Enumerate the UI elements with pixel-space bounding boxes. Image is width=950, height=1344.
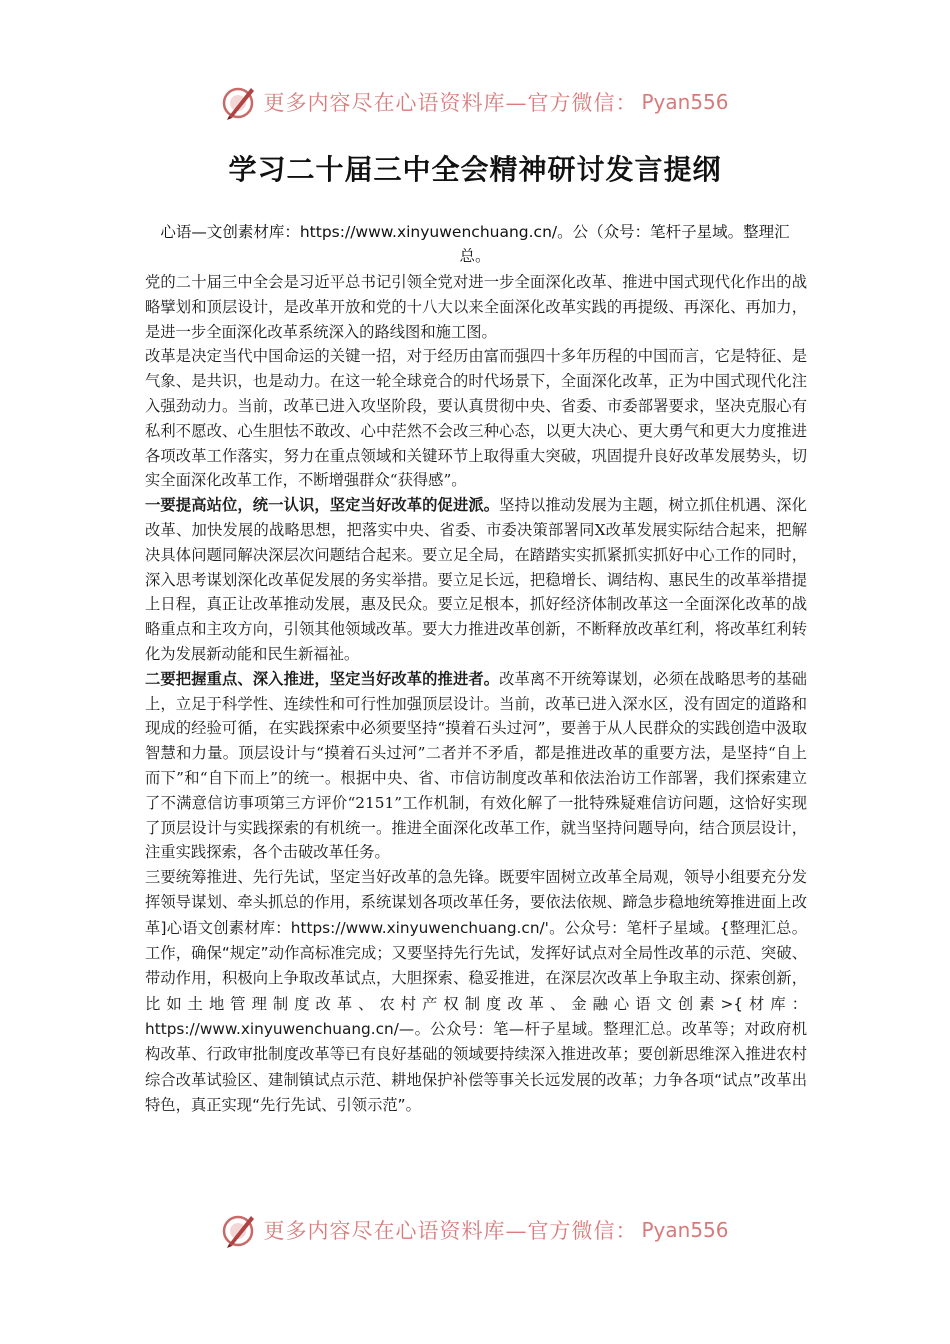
header-banner xyxy=(0,82,950,122)
document-title: 学习二十届三中全会精神研讨发言提纲 xyxy=(228,153,722,186)
paragraph xyxy=(145,344,807,493)
paragraph-text: 改革是决定当代中国命运的关键一招，对于经历由富而强四十多年历程的中国而言，它是特征、是气象、是共识，也是动力。在这一轮全球竞合的时代场景下，全面深化改革，正为中国式现代化注入强劲动力。当前，改革已进入攻坚阶段，要认真贯彻中央、省委、市委部署要求，坚决克服心有私利不愿改、心生胆怯不敢改、心中茫然不会改三种心态，以更大决心、更大勇气和更大力度推进各项改革工作落实，努力在重点领域和关键环节上取得重大突破，巩固提升良好改革发展势头，切实全面深化改革工作，不断增强群众“获得感”。 xyxy=(145,347,807,490)
paragraph xyxy=(145,865,807,1118)
pen-logo-icon xyxy=(221,1212,257,1248)
paragraph-lead: 一要提高站位，统一认识，坚定当好改革的促进派。 xyxy=(145,496,500,515)
paragraph xyxy=(145,270,807,344)
footer-banner xyxy=(0,1210,950,1250)
banner-text: 更多内容尽在心语资料库—官方微信： xyxy=(263,1219,638,1243)
banner-wechat-id: Pyan556 xyxy=(641,1218,729,1242)
document-body xyxy=(145,270,807,1118)
paragraph-text: 坚持以推动发展为主题，树立抓住机遇、深化改革、加快发展的战略思想，把落实中央、省委、市委决策部署同X改革发展实际结合起来，把解决具体问题同解决深层次问题结合起来。要立足全局，在踏踏实实抓紧抓实抓好中心工作的同时，深入思考谋划深化改革促发展的务实举措。要立足长远，把稳增长、调结构、惠民生的改革举措提上日程，真正让改革推动发展，惠及民众。要立足根本，抓好经济体制改革这一全面深化改革的战略重点和主攻方向，引领其他领域改革。要大力推进改革创新，不断释放改革红利，将改革红利转化为发展新动能和民生新福祉。 xyxy=(145,496,807,663)
source-line: 心语—文创素材库：https://www.xinyuwenchuang.cn/。公（众号：笔杆子星域。整理汇总。 xyxy=(160,223,790,265)
paragraph-text: 三要统筹推进、先行先试，坚定当好改革的急先锋。既要牢固树立改革全局观，领导小组要充分发挥领导谋划、牵头抓总的作用，系统谋划各项改革任务，要依法依规、蹄急步稳地统筹推进面上改革]心语文创素材库：https://www.xinyuwenchuang.cn/'。公众号：笔杆子星域。{整理汇总。工作，确保“规定”动作高标准完成；又要坚持先行先试，发挥好试点对全局性改革的示范、突破、带动作用，积极向上争取改革试点，大胆探索、稳妥推进，在深层次改革上争取主动、探索创新，比如土地管理制度改革、农村产权制度改革、金融心语文创素>{材库：https://www.xinyuwenchuang.cn/—。公众号：笔—杆子星域。整理汇总。改革等；对政府机构改革、行政审批制度改革等已有良好基础的领域要持续深入推进改革；要创新思维深入推进农村综合改革试验区、建制镇试点示范、耕地保护补偿等事关长远发展的改革；力争各项“试点”改革出特色，真正实现“先行先试、引领示范”。 xyxy=(145,868,807,1114)
banner-wechat-id: Pyan556 xyxy=(641,90,729,114)
paragraph-text: 党的二十届三中全会是习近平总书记引领全党对进一步全面深化改革、推进中国式现代化作出的战略擘划和顶层设计，是改革开放和党的十八大以来全面深化改革实践的再提级、再深化、再加力，是进一步全面深化改革系统深入的路线图和施工图。 xyxy=(145,273,807,341)
paragraph-lead: 二要把握重点、深入推进，坚定当好改革的推进者。 xyxy=(145,669,500,688)
paragraph xyxy=(145,667,807,865)
pen-logo-icon xyxy=(221,84,257,120)
banner-text: 更多内容尽在心语资料库—官方微信： xyxy=(263,91,638,115)
paragraph xyxy=(145,493,807,667)
paragraph-text: 改革离不开统筹谋划，必须在战略思考的基础上，立足于科学性、连续性和可行性加强顶层设计。当前，改革已进入深水区，没有固定的道路和现成的经验可循，在实践探索中必须要坚持“摸着石头过河”，要善于从人民群众的实践创造中汲取智慧和力量。顶层设计与“摸着石头过河”二者并不矛盾，都是推进改革的重要方法，是坚持“自上而下”和“自下而上”的统一。根据中央、省、市信访制度改革和依法治访工作部署，我们探索建立了不满意信访事项第三方评价“2151”工作机制，有效化解了一批特殊疑难信访问题，这恰好实现了顶层设计与实践探索的有机统一。推进全面深化改革工作，就当坚持问题导向，结合顶层设计，注重实践探索，各个击破改革任务。 xyxy=(145,669,807,862)
